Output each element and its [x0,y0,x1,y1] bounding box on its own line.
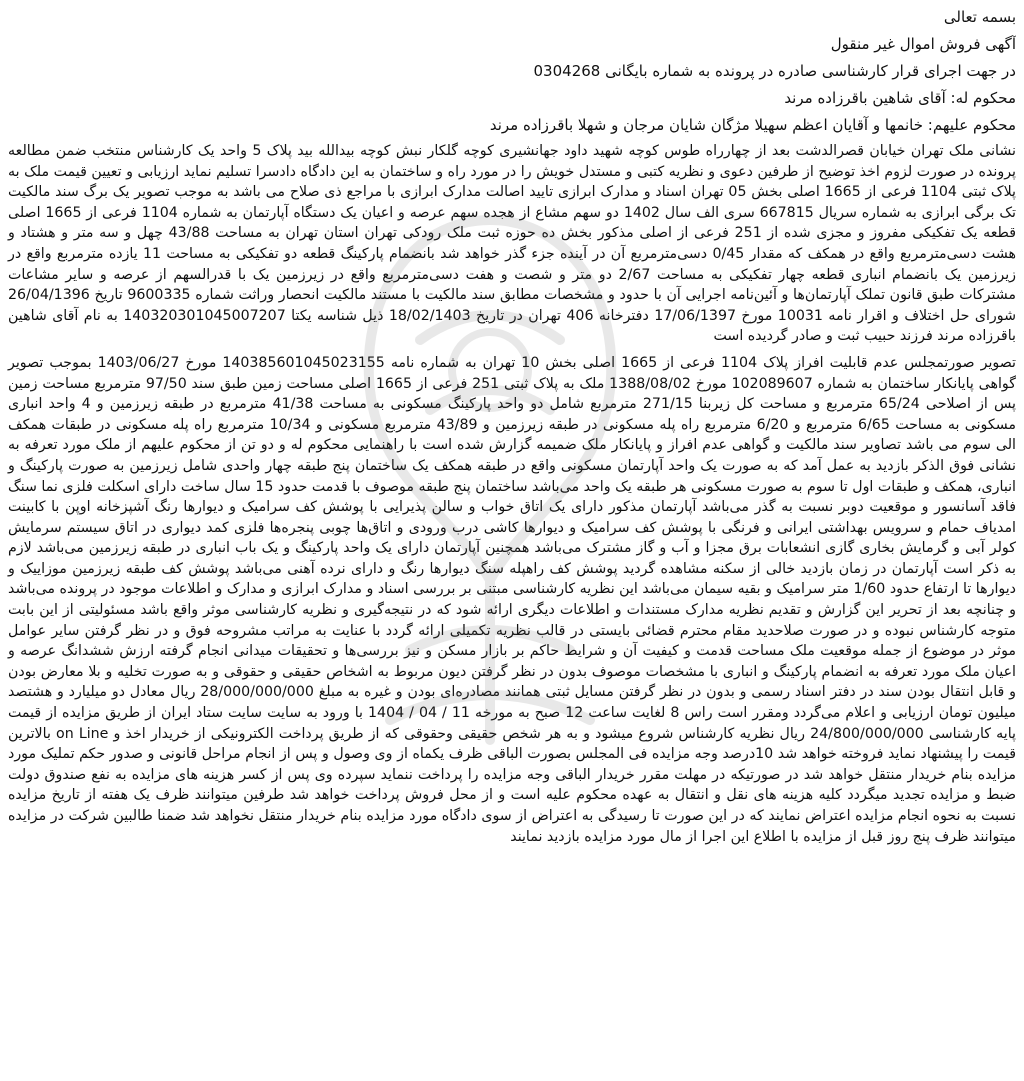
judgment-creditor: محکوم له: آقای شاهین باقرزاده مرند [784,89,1016,107]
heading-bismillah: بسمه تعالی [943,8,1016,26]
appraisal-and-auction-paragraph: تصویر صورتمجلس عدم قابلیت افراز پلاک 1104 فرعی از 1665 اصلی بخش 10 تهران به شماره نامه 140385601045023155 مورخ 1403/06/27 بموجب تصویر گواهی پایانکار ساختمان به شماره 102089607 مورخ 1388/08/02 ملک به پلاک ثبتی 251 فرعی از 1665 اصلی مساحت زمین طبق سند 97/50 مترمربع مساحت زمین پس از اصلاحی 65/24 مترمربع و مساحت کل زیربنا 271/15 مترمربع شامل دو واحد پارکینگ مسکونی به مساحت 41/38 مترمربع در طبقه زیرزمین و 4 واحد انباری مسکونی به مساحت 6/65 مترمربع و 6/20 مترمربع راه پله مسکونی در طبقه زیرزمین و 43/89 مترمربع مسکونی و 10/34 مترمربع راه پله مسکونی در طبقات همکف الی سوم می باشد تصاویر سند مالکیت و گواهی عدم افراز و پایانکار ملک ضمیمه گزارش شده است با راهنمایی محکوم له و دو تن از محکوم علیهم از ملک مورد تعرفه به نشانی فوق الذکر بازدید به عمل آمد که به صورت یک واحد آپارتمان مسکونی واقع در طبقه همکف یک ساختمان پنج طبقه چهار واحدی شامل زیرزمین به صورت پارکینگ و انباری، همکف و طبقات اول تا سوم به صورت مسکونی هر طبقه یک واحد می‌باشد ساختمان پنج طبقه موصوف با قدمت حدود 15 سال ساخت دارای اسکلت فلزی نما سنگ فاقد آسانسور و موقعیت دوبر نسبت به گذر می‌باشد آپارتمان مذکور دارای یک اتاق خواب و سالن پذیرایی با پوشش کف سرامیک و دیوارها رنگ آشپزخانه اوپن با کابینت امدیاف حمام و سرویس بهداشتی ایرانی و فرنگی با پوشش کف سرامیک و دیوارها کاشی درب ورودی و اتاق‌ها چوبی پنجره‌ها فلزی کمد دیواری در اتاق سیستم سرمایش کولر آبی و گرمایش بخاری گازی انشعابات برق مجزا و آب و گاز مشترک می‌باشد همچنین آپارتمان دارای یک واحد پارکینگ و یک باب انباری در طبقه زیرزمین می‌باشد لازم به ذکر است آپارتمان در زمان بازدید خالی از سکنه مشاهده گردید پوشش کف راهپله سنگ دیوارها رنگ و دارای نرده آهنی می‌باشد پوشش کف طبقه زیرزمین موزاییک و دیوارها تا ارتفاع حدود 1/60 متر سرامیک و بقیه سیمان می‌باشد این نظریه کارشناسی مبتنی بر بررسی اسناد و مدارک ابرازی و مدارک و اطلاعات موجود در پرونده می‌باشد و چنانچه بعد از تحریر این گزارش و تقدیم نظریه مدارک مستندات و اطلاعات دیگری ارائه شود که در نتیجه‌گیری و نظریه کارشناسی موثر واقع باشد مسئولیتی از این بابت متوجه کارشناس نبوده و در صورت صلاحدید مقام محترم قضائی بایستی در قالب نظریه تکمیلی ارائه گردد با عنایت به مراتب مشروحه فوق و در نظر گرفتن سایر عوامل موثر در موضوع از جمله موقعیت ملک مساحت قدمت و کیفیت آن و شرایط حاکم بر بازار مسکن و نیز بررسی‌ها و تحقیقات میدانی انجام گرفته ارزش ششدانگ عرصه و اعیان ملک مورد تعرفه به انضمام پارکینگ و انباری با مشخصات موصوف بدون در نظر گرفتن دیون مربوط به اشخاص حقیقی و حقوقی و به صورت تخلیه و بلا معارض بودن و قابل انتقال بودن سند در دفتر اسناد رسمی و بدون در نظر گرفتن مسایل ثبتی همانند مصادره‌ای بودن و غیره به مبلغ 28/000/000/000 ریال معادل دو میلیارد و هشتصد میلیون تومان ارزیابی و اعلام می‌گردد ومقرر است راس 8 لغایت ساعت 12 صبح به مورخه 11 / 04 / 1404 با ورود به سایت سایت ستاد ایران از طریق مزایده از قیمت پایه کارشناسی 24/800/000/000 ریال نظریه کارشناس شروع میشود و به هر شخص حقیقی وحقوقی که از طریق پرداخت الکترونیکی از خریدار اخذ و on Line بالاترین قیمت را پیشنهاد نماید فروخته خواهد شد 10درصد وجه مزایده فی المجلس بصورت الباقی ظرف یکماه از وی وصول و پس از انجام مراحل قانونی و صدور حکم تملیک مورد مزایده بنام خریدار منتقل خواهد شد در صورتیکه در مهلت مقرر خریدار الباقی وجه مزایده را پرداخت ننماید سپرده وی پس از کسر هزینه های مزایده به نفع صندوق دولت ضبط و مزایده تجدید میگردد کلیه هزینه های نقل و انتقال به عهده محکوم علیه است و از محل فروش پرداخت خواهد شد طرفین میتوانند ظرف یک هفته از تاریخ مزایده نسبت به نحوه انجام مزایده اعتراض نمایند که در این صورت تا رسیدگی به اعتراض از سوی دادگاه مورد مزایده بنام خریدار منتقل نخواهد شد ضمنا طالبین شرکت در مزایده میتوانند ظرف پنج روز قبل از مزایده با اطلاع این اجرا از مال مورد مزایده بازدید نمایند [8,354,1017,845]
notice-title: آگهی فروش اموال غیر منقول [830,35,1016,53]
judgment-debtors: محکوم علیهم: خانمها و آقایان اعظم سهیلا مژگان شایان مرجان و شهلا باقرزاده مرند [489,116,1016,134]
case-reference: در جهت اجرای قرار کارشناسی صادره در پرونده به شماره بایگانی 0304268 [533,62,1016,80]
property-description-paragraph: نشانی ملک تهران خیابان قصرالدشت بعد از چهارراه طوس کوچه شهید داود جهانشیری کوچه گلکار نبش کوچه بیدالله بید پلاک 5 واحد یک کارشناس منتخب ضمن مطالعه پرونده در صورت لزوم اخذ توضیح از طرفین دعوی و نظریه کتبی و مستدل خویش را در مورد راه و ساختمان به این دادگاه دادسرا تسلیم نماید ارزیابی و تعیین قیمت ملک به پلاک ثبتی 1104 فرعی از 1665 اصلی بخش 05 تهران اسناد و مدارک ابرازی تایید اصالت مدارک ابرازی با مراجع ذی صلاح می باشد به موجب تصویر یک برگ سند مالکیت تک برگی ابرازی به شماره سریال 667815 سری الف سال 1402 دو سهم مشاع از هجده سهم عرصه و اعیان یک دستگاه آپارتمان به شماره 1104 فرعی از 1665 اصلی قطعه یک تفکیکی مفروز و مجزی شده از 251 فرعی از اصلی مذکور بخش ده حوزه ثبت ملک رودکی تهران استان تهران به مساحت 43/88 چهل و سه متر و هشتاد و هشت دسی‌مترمربع واقع در همکف که مقدار 0/45 دسی‌مترمربع آن در آینده جزء گذر خواهد شد بانضمام پارکینگ قطعه دو تفکیکی به مساحت 11 یازده مترمربع واقع در زیرزمین یک بانضمام انباری قطعه چهار تفکیکی به مساحت 2/67 دو متر و شصت و هفت دسی‌مترمربع واقع در زیرزمین یک با قدرالسهم از عرصه و سایر مشاعات مشترکات طبق قانون تملک آپارتمان‌ها و آئین‌نامه اجرایی آن با حدود و مشخصات مطابق سند مالکیت با مستند مالکیت انحصار وراثت شماره 9600335 تاریخ 26/04/1396 شورای حل اختلاف و اقرار نامه 10031 مورخ 17/06/1397 دفترخانه 406 تهران در تاریخ 18/02/1403 ذیل شناسه یکتا 140320301045007207 به نام آقای شاهین باقرزاده مرند فرزند حبیب ثبت و صادر گردیده است [8,143,1017,345]
